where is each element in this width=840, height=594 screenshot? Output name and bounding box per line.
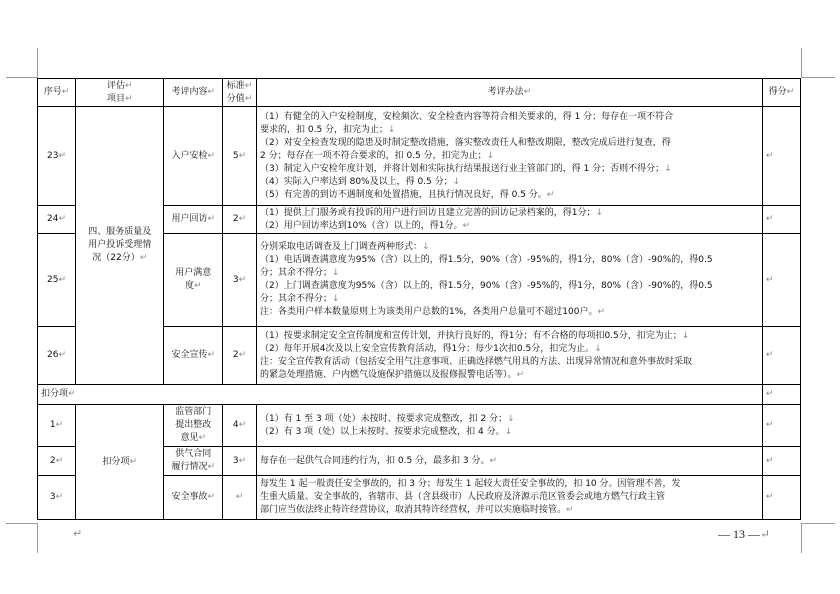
score-cell: 4↵ — [223, 405, 257, 447]
content-cell: 安全事故↵ — [164, 476, 223, 520]
table-row — [38, 405, 801, 447]
header-content: 考评内容↵ — [164, 79, 223, 107]
row-number: 3↵ — [38, 476, 76, 520]
content-cell: 用户回访↵ — [164, 206, 223, 234]
page-number: 13 — [733, 527, 745, 541]
header-method: 考评办法↵ — [257, 79, 763, 107]
paragraph-mark: ↵ — [73, 527, 83, 540]
content-cell: 供气合同 履行情况↵ — [164, 447, 223, 476]
content-cell: 入户安检↵ — [164, 107, 223, 206]
header-score: 标准↵ 分值↵ — [223, 79, 257, 107]
result-cell: ↵ — [762, 405, 800, 447]
content-cell: 安全宣传↵ — [164, 327, 223, 385]
header-seq: 序号↵ — [38, 79, 76, 107]
result-cell: ↵ — [762, 385, 800, 405]
method-cell: （1）按要求制定安全宣传制度和宣传计划，并执行良好的，得1分；有不合格的每项扣0.5分，扣完为止；↓ （2）每年开展4次及以上安全宣传教育活动，得1分；每少1次扣0.5分，扣完为止。↓ 注：安全宣传教育活动（包括安全用气注意事项、正确选择燃气用具的方法、出现异常情况和意外事故时采取 的紧急处理措施、户内燃气设施保护措施以及报修报警电话等）。↵ — [257, 327, 763, 385]
score-cell: 5↵ — [223, 107, 257, 206]
table-row — [38, 107, 801, 206]
method-cell: （1）提供上门服务或有投诉的用户进行回访且建立完善的回访记录档案的，得1分；↓ （2）用户回访率达到10%（含）以上的，得1分。↵ — [257, 206, 763, 234]
section-name: 四、服务质量及 用户投诉受理情 况（22分）↵ — [76, 107, 164, 385]
crop-mark — [37, 48, 38, 78]
crop-mark — [801, 48, 802, 78]
result-cell: ↵ — [762, 447, 800, 476]
score-cell: 2↵ — [223, 327, 257, 385]
row-number: 2↵ — [38, 447, 76, 476]
row-number: 23↵ — [38, 107, 76, 206]
result-cell: ↵ — [762, 107, 800, 206]
crop-mark — [801, 77, 835, 78]
crop-mark — [801, 523, 835, 524]
score-cell: 3↵ — [223, 447, 257, 476]
score-cell: 2↵ — [223, 206, 257, 234]
result-cell: ↵ — [762, 327, 800, 385]
deduct-name: 扣分项↵ — [76, 405, 164, 520]
content-cell: 监管部门 提出整改 意见↵ — [164, 405, 223, 447]
evaluation-table — [37, 78, 801, 520]
table-header-row — [38, 79, 801, 107]
header-item: 评估↵ 项目↵ — [76, 79, 164, 107]
row-number: 24↵ — [38, 206, 76, 234]
result-cell: ↵ — [762, 206, 800, 234]
method-cell: （1）有健全的入户安检制度，安检频次、安全检查内容等符合相关要求的，得 1 分；每存在一项不符合 要求的，扣 0.5 分，扣完为止；↓ （2）对安全检查发现的隐患及时制定整改措施，落实整改责任人和整改期限，整改完成后进行复查，得 2 分；每存在一项不符合要求的，扣 0.5 分，扣完为止；↓ （3）制定入户安检年度计划，并将计划和实际执行结果报送行业主管部门的，得 1 分；否则不得分；↓ （4）实际入户率达到 80%及以上，得 0.5 分；↓ （5）有完善的到访不遇制度和处置措施，且执行情况良好，得 0.5 分。↵ — [257, 107, 763, 206]
result-cell: ↵ — [762, 476, 800, 520]
crop-mark — [6, 77, 37, 78]
crop-mark — [6, 523, 37, 524]
page-footer: — 13 —↵ — [718, 527, 771, 541]
row-number: 26↵ — [38, 327, 76, 385]
content-cell: 用户满意 度↵ — [164, 234, 223, 327]
method-cell: 每存在一起供气合同违约行为，扣 0.5 分，最多扣 3 分。↵ — [257, 447, 763, 476]
score-cell: 3↵ — [223, 234, 257, 327]
header-result: 得分↵ — [762, 79, 800, 107]
row-number: 25↵ — [38, 234, 76, 327]
crop-mark — [801, 523, 802, 553]
method-cell: （1）有 1 至 3 项（处）未按时、按要求完成整改，扣 2 分；↓ （2）有 3 项（处）以上未按时、按要求完成整改，扣 4 分。↓ — [257, 405, 763, 447]
method-cell: 分别采取电话调查及上门调查两种形式：↓ （1）电话调查满意度为95%（含）以上的，得1.5分，90%（含）-95%的，得1分，80%（含）-90%的，得0.5 分；其余不得分；↓ （2）上门调查满意度为95%（含）以上的，得1.5分，90%（含）-95%的，得1分，80%（含）-90%的，得0.5 分；其余不得分；↓ 注：各类用户样本数量原则上为该类用户总数的1%，各类用户总量可不超过100户。↵ — [257, 234, 763, 327]
method-cell: 每发生 1 起一般责任安全事故的，扣 3 分；每发生 1 起较大责任安全事故的，扣 10 分。因管理不善，发 生重大质量、安全事故的，省辖市、县（含县级市）人民政府及济源示范区管委会或地方燃气行政主管 部门应当依法终止特许经营协议，取消其特许经营权，并可以实施临时接管。↵ — [257, 476, 763, 520]
result-cell: ↵ — [762, 234, 800, 327]
deduct-title-row — [38, 385, 801, 405]
deduct-title: 扣分项↵ — [38, 385, 763, 405]
row-number: 1↵ — [38, 405, 76, 447]
score-cell: ↵ — [223, 476, 257, 520]
crop-mark — [37, 523, 38, 553]
